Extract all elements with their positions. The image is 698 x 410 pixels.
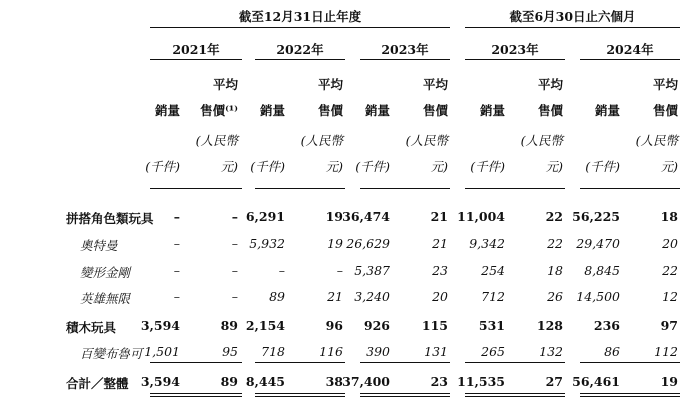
cell-volume: 6,291 xyxy=(245,209,285,224)
cell-volume: 3,594 xyxy=(140,374,180,389)
row-label: 百變布魯可 xyxy=(80,346,143,361)
header-bottom-rule xyxy=(465,188,565,189)
cell-avg-price: 115 xyxy=(421,318,448,333)
year-header-2022: 2022年 xyxy=(276,42,324,57)
col-header-avg-price: 售價 xyxy=(652,103,678,118)
cell-avg-price: 20 xyxy=(662,236,678,251)
year-rule-2022 xyxy=(255,59,345,60)
volume-unit: (千件) xyxy=(250,159,285,174)
col-header-volume: 銷量 xyxy=(259,103,285,118)
year-header-2021: 2021年 xyxy=(172,42,220,57)
volume-unit: (千件) xyxy=(470,159,505,174)
cell-avg-price: 19 xyxy=(327,236,343,251)
price-unit-line1: (人民幣 xyxy=(405,133,448,148)
subtotal-rule xyxy=(150,362,242,363)
row-label: 奧特曼 xyxy=(80,238,118,253)
price-unit-line2: 元) xyxy=(660,159,678,174)
year-rule-2021 xyxy=(150,59,242,60)
cell-avg-price: 112 xyxy=(654,344,678,359)
total-double-rule xyxy=(580,393,680,398)
cell-volume: – xyxy=(173,236,180,251)
subtotal-rule xyxy=(465,362,565,363)
col-header-avg-top: 平均 xyxy=(537,77,563,92)
cell-volume: – xyxy=(278,263,285,278)
period-header-six-months: 截至6月30日止六個月 xyxy=(509,9,636,24)
cell-volume: 712 xyxy=(481,289,505,304)
cell-volume: 1,501 xyxy=(144,344,180,359)
cell-volume: – xyxy=(173,263,180,278)
cell-volume: 718 xyxy=(261,344,285,359)
year-rule-2023 xyxy=(360,59,450,60)
row-label: 變形金剛 xyxy=(80,265,131,280)
volume-unit: (千件) xyxy=(145,159,180,174)
cell-avg-price: – xyxy=(336,263,343,278)
cell-avg-price: 26 xyxy=(547,289,563,304)
cell-volume: 3,240 xyxy=(354,289,390,304)
total-double-rule xyxy=(255,393,345,398)
col-header-volume: 銷量 xyxy=(479,103,505,118)
subtotal-rule xyxy=(255,362,345,363)
year-header-2023: 2023年 xyxy=(381,42,429,57)
cell-avg-price: 27 xyxy=(545,374,563,389)
cell-volume: 390 xyxy=(366,344,390,359)
cell-avg-price: 23 xyxy=(430,374,448,389)
cell-volume: 11,004 xyxy=(457,209,505,224)
volume-unit: (千件) xyxy=(355,159,390,174)
cell-avg-price: 131 xyxy=(424,344,448,359)
cell-volume: 26,629 xyxy=(346,236,390,251)
volume-unit: (千件) xyxy=(585,159,620,174)
cell-volume: 56,225 xyxy=(572,209,620,224)
price-unit-line1: (人民幣 xyxy=(635,133,678,148)
col-header-avg-top: 平均 xyxy=(317,77,343,92)
cell-avg-price: 89 xyxy=(220,374,238,389)
row-label: 合計／整體 xyxy=(66,376,129,391)
cell-avg-price: 116 xyxy=(319,344,343,359)
col-header-avg-top: 平均 xyxy=(652,77,678,92)
cell-volume: 37,400 xyxy=(342,374,390,389)
price-unit-line2: 元) xyxy=(220,159,238,174)
cell-volume: 5,932 xyxy=(249,236,285,251)
subtotal-rule xyxy=(360,362,450,363)
cell-volume: 29,470 xyxy=(576,236,620,251)
header-bottom-rule xyxy=(360,188,450,189)
year-rule-2023-h1 xyxy=(465,59,565,60)
cell-volume: 531 xyxy=(478,318,505,333)
col-header-avg-price: 售價 xyxy=(537,103,563,118)
price-unit-line2: 元) xyxy=(545,159,563,174)
header-bottom-rule xyxy=(580,188,680,189)
year-header-2023-h1: 2023年 xyxy=(491,42,539,57)
cell-avg-price: 89 xyxy=(220,318,238,333)
cell-volume: 3,594 xyxy=(140,318,180,333)
col-header-volume: 銷量 xyxy=(594,103,620,118)
cell-volume: – xyxy=(173,289,180,304)
cell-volume: 56,461 xyxy=(572,374,620,389)
year-rule-2024-h1 xyxy=(580,59,680,60)
cell-avg-price: 18 xyxy=(547,263,563,278)
total-double-rule xyxy=(150,393,242,398)
price-unit-line2: 元) xyxy=(325,159,343,174)
col-header-avg-price: 售價 xyxy=(317,103,343,118)
row-label: 積木玩具 xyxy=(66,320,117,335)
cell-volume: 254 xyxy=(481,263,505,278)
cell-avg-price: – xyxy=(231,209,238,224)
cell-avg-price: – xyxy=(231,236,238,251)
col-header-avg-price: 售價 xyxy=(422,103,448,118)
price-unit-line1: (人民幣 xyxy=(195,133,238,148)
cell-volume: 89 xyxy=(269,289,285,304)
cell-avg-price: 38 xyxy=(325,374,343,389)
period-header-year-end: 截至12月31日止年度 xyxy=(238,9,362,24)
cell-avg-price: 22 xyxy=(662,263,678,278)
cell-volume: 265 xyxy=(481,344,505,359)
total-double-rule xyxy=(465,393,565,398)
cell-volume: 11,535 xyxy=(457,374,505,389)
row-label: 英雄無限 xyxy=(80,291,131,306)
cell-avg-price: 12 xyxy=(662,289,678,304)
cell-volume: 926 xyxy=(363,318,390,333)
year-header-2024-h1: 2024年 xyxy=(606,42,654,57)
header-bottom-rule xyxy=(255,188,345,189)
cell-avg-price: 20 xyxy=(432,289,448,304)
row-label: 拼搭角色類玩具 xyxy=(66,211,154,226)
cell-volume: 236 xyxy=(593,318,620,333)
cell-avg-price: 22 xyxy=(545,209,563,224)
cell-avg-price: 23 xyxy=(432,263,448,278)
cell-avg-price: 96 xyxy=(325,318,343,333)
subtotal-rule xyxy=(580,362,680,363)
cell-avg-price: – xyxy=(231,263,238,278)
cell-avg-price: – xyxy=(231,289,238,304)
col-header-avg-top: 平均 xyxy=(422,77,448,92)
period-rule-six-months xyxy=(465,27,680,28)
cell-avg-price: 132 xyxy=(539,344,563,359)
cell-volume: – xyxy=(173,209,180,224)
cell-volume: 36,474 xyxy=(342,209,390,224)
cell-avg-price: 18 xyxy=(660,209,678,224)
cell-volume: 86 xyxy=(604,344,620,359)
cell-volume: 5,387 xyxy=(354,263,390,278)
cell-volume: 14,500 xyxy=(576,289,620,304)
total-double-rule xyxy=(360,393,450,398)
col-header-volume: 銷量 xyxy=(154,103,180,118)
col-header-avg-price-note: 售價⁽¹⁾ xyxy=(200,103,238,118)
cell-avg-price: 21 xyxy=(327,289,343,304)
price-unit-line2: 元) xyxy=(430,159,448,174)
period-rule-year-end xyxy=(150,27,450,28)
col-header-volume: 銷量 xyxy=(364,103,390,118)
price-unit-line1: (人民幣 xyxy=(300,133,343,148)
cell-volume: 8,845 xyxy=(584,263,620,278)
cell-avg-price: 19 xyxy=(325,209,343,224)
col-header-avg-top: 平均 xyxy=(212,77,238,92)
cell-avg-price: 95 xyxy=(222,344,238,359)
cell-volume: 2,154 xyxy=(245,318,285,333)
cell-avg-price: 22 xyxy=(547,236,563,251)
cell-avg-price: 21 xyxy=(432,236,448,251)
cell-avg-price: 128 xyxy=(536,318,563,333)
price-unit-line1: (人民幣 xyxy=(520,133,563,148)
cell-avg-price: 19 xyxy=(660,374,678,389)
header-bottom-rule xyxy=(150,188,242,189)
cell-avg-price: 21 xyxy=(430,209,448,224)
cell-avg-price: 97 xyxy=(660,318,678,333)
cell-volume: 9,342 xyxy=(469,236,505,251)
cell-volume: 8,445 xyxy=(245,374,285,389)
